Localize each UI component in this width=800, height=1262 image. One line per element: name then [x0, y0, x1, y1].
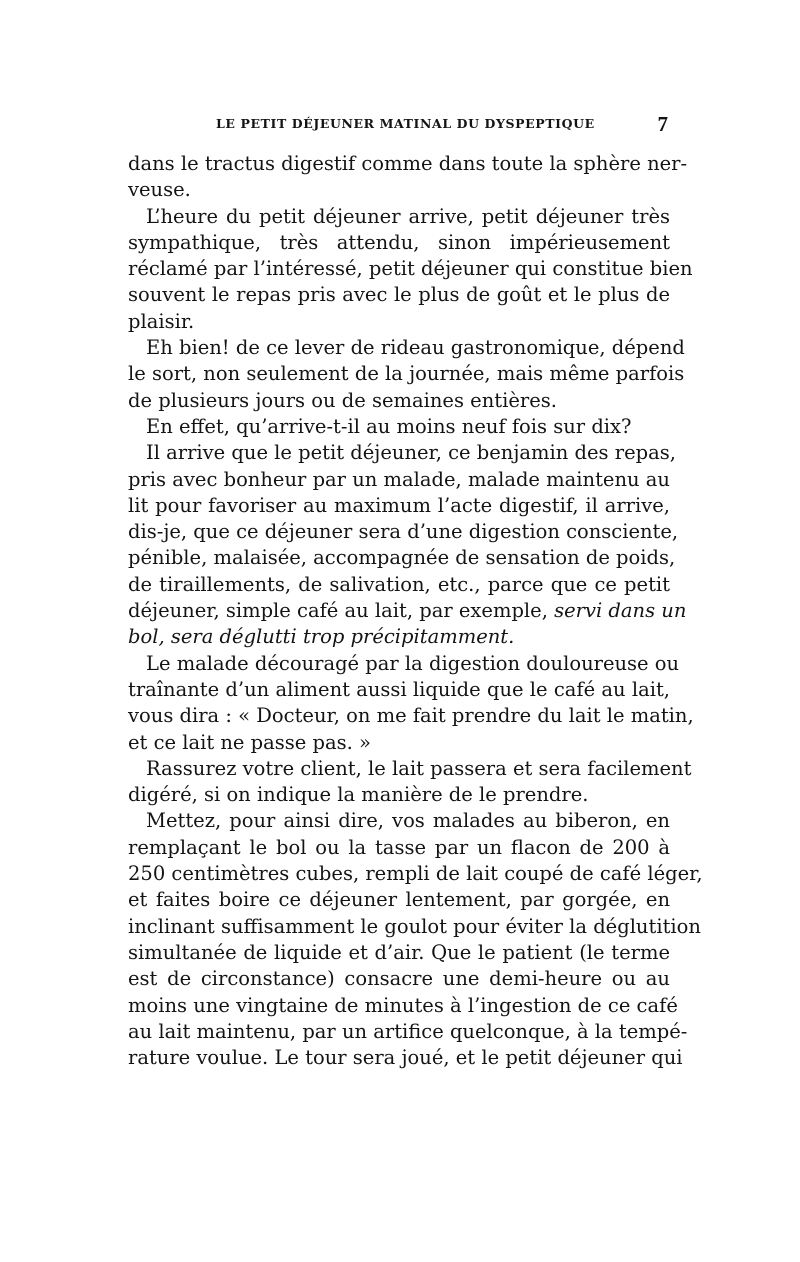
text-line: et faites boire ce déjeuner lentement, par gorgée, en — [128, 888, 670, 912]
text-line: au lait maintenu, par un artifice quelconque, à la tempé- — [128, 1019, 688, 1043]
text-line: En effet, qu’arrive-t-il au moins neuf fois sur dix? — [146, 414, 632, 438]
text-line: bol, sera déglutti trop précipitamment. — [128, 625, 515, 649]
text-line: plaisir. — [128, 309, 195, 333]
text-line: est de circonstance) consacre une demi-heure ou au — [128, 967, 670, 991]
text-line: remplaçant le bol ou la tasse par un flacon de 200 à — [128, 835, 670, 859]
text-line: lit pour favoriser au maximum l’acte digestif, il arrive, — [128, 493, 670, 517]
text-line: pénible, malaisée, accompagnée de sensation de poids, — [128, 546, 676, 570]
text-line: dans le tractus digestif comme dans toute la sphère ner- — [128, 152, 688, 175]
text-line: inclinant suffisamment le goulot pour éviter la déglutition — [128, 914, 701, 938]
text-line: pris avec bonheur par un malade, malade maintenu au — [128, 467, 670, 491]
text-line: Rassurez votre client, le lait passera et sera facilement — [146, 756, 692, 780]
text-line: veuse. — [128, 178, 191, 202]
text-line: L’heure du petit déjeuner arrive, petit déjeuner très — [146, 204, 670, 228]
text-line: de plusieurs jours ou de semaines entières. — [128, 388, 557, 412]
text-line: rature voulue. Le tour sera joué, et le petit déjeuner qui — [128, 1046, 683, 1070]
page-number: 7 — [657, 112, 668, 136]
text-line: vous dira : « Docteur, on me fait prendre du lait le matin, — [128, 704, 694, 728]
body-text — [128, 151, 703, 1071]
text-line: Le malade découragé par la digestion douloureuse ou — [146, 651, 680, 675]
text-line: traînante d’un aliment aussi liquide que le café au lait, — [128, 677, 670, 701]
italic-segment: servi dans un — [554, 599, 687, 623]
text-line: et ce lait ne passe pas. » — [128, 730, 371, 754]
text-line: le sort, non seulement de la journée, mais même parfois — [128, 362, 685, 386]
text-line: 250 centimètres cubes, rempli de lait coupé de café léger, — [128, 862, 703, 886]
text-line: sympathique, très attendu, sinon impérieusement — [128, 230, 670, 254]
text-line — [128, 598, 687, 624]
text-line: moins une vingtaine de minutes à l’ingestion de ce café — [128, 993, 678, 1017]
text-line: de tiraillements, de salivation, etc., parce que ce petit — [128, 572, 670, 596]
text-line: digéré, si on indique la manière de le prendre. — [128, 783, 589, 807]
text-line: simultanée de liquide et d’air. Que le patient (le terme — [128, 940, 670, 964]
text-line: réclamé par l’intéressé, petit déjeuner qui constitue bien — [128, 257, 693, 281]
text-line: dis-je, que ce déjeuner sera d’une digestion consciente, — [128, 520, 679, 544]
running-title: LE PETIT DÉJEUNER MATINAL DU DYSPEPTIQUE — [216, 116, 595, 131]
text-line: Eh bien! de ce lever de rideau gastronomique, dépend — [146, 336, 685, 360]
text-line: souvent le repas pris avec le plus de goût et le plus de — [128, 283, 670, 307]
text-line: Mettez, pour ainsi dire, vos malades au biberon, en — [146, 809, 670, 833]
text-line: Il arrive que le petit déjeuner, ce benjamin des repas, — [146, 441, 676, 465]
running-header — [128, 112, 670, 136]
text-segment: déjeuner, simple café au lait, par exemple, — [128, 599, 555, 623]
